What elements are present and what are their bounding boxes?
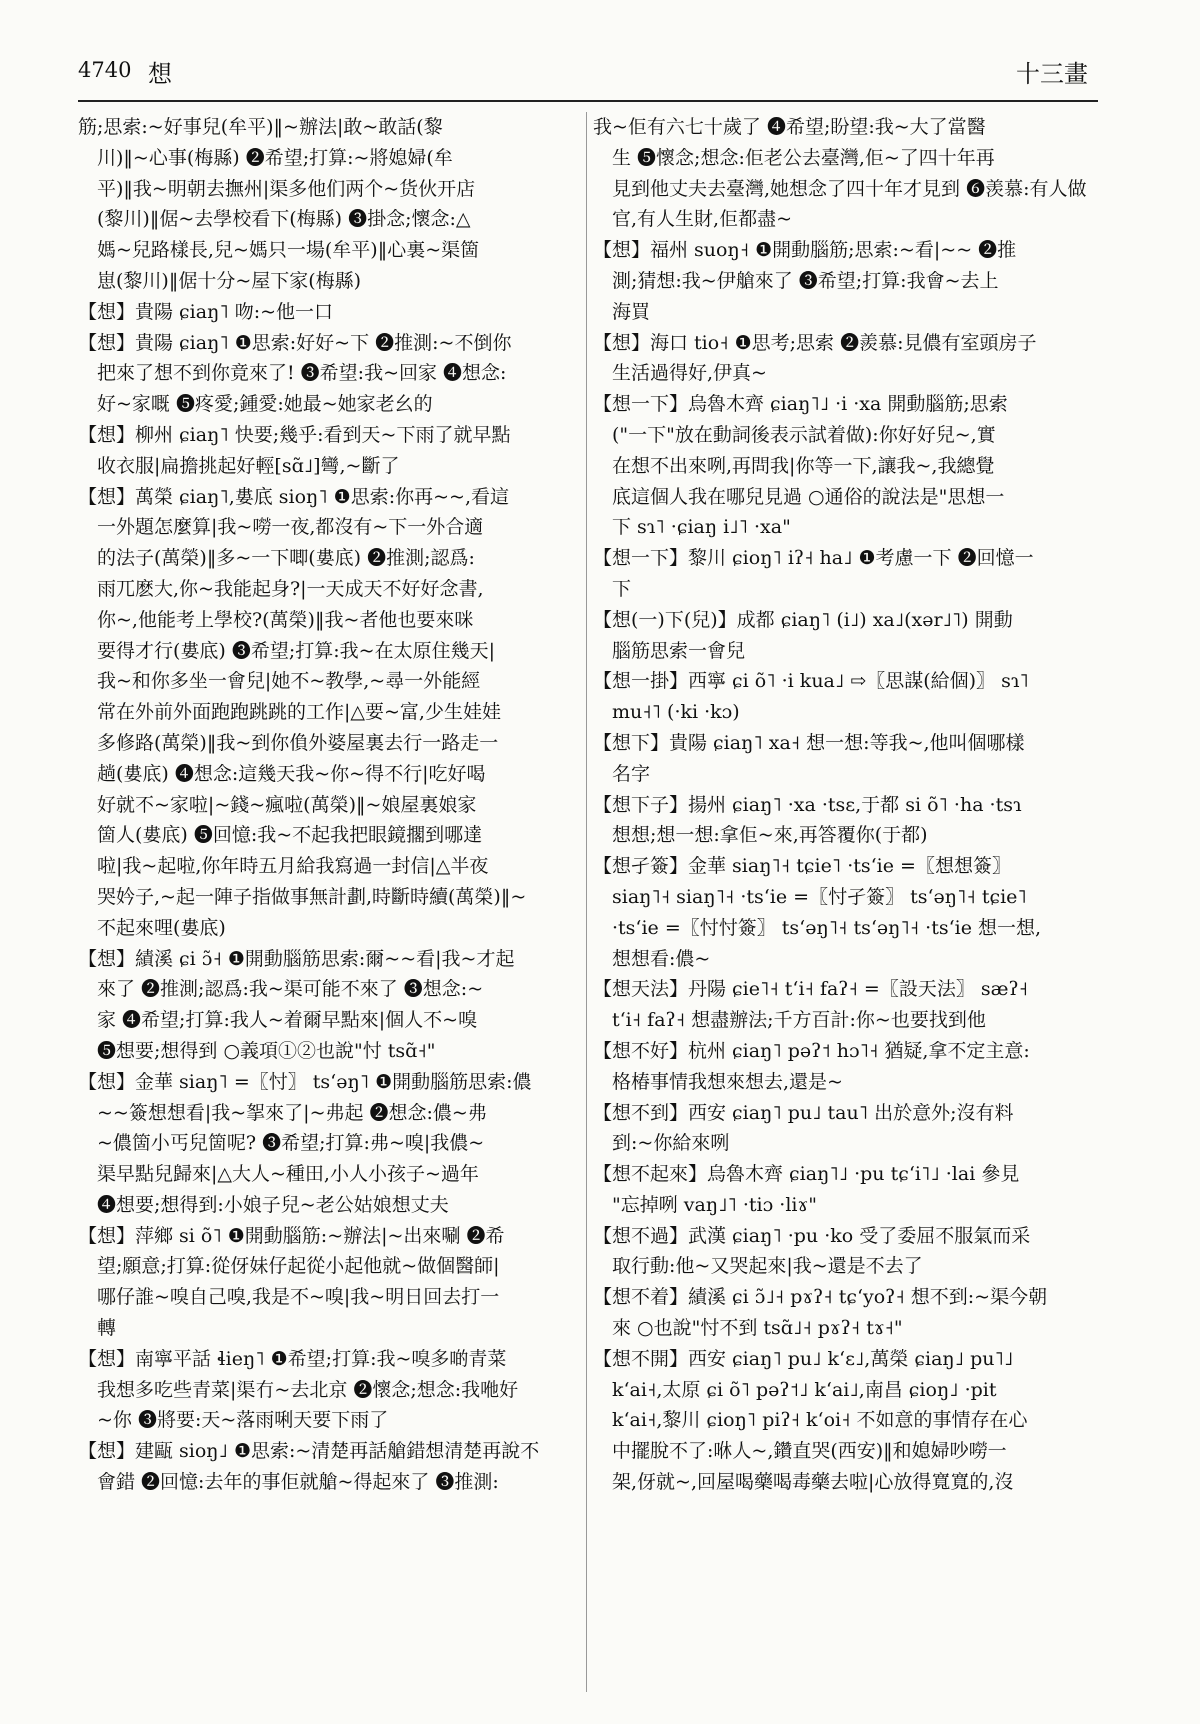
entry-line: 在想不出來咧,再問我|你等一下,讓我~,我總覺	[612, 454, 995, 477]
entry-line: 我~和你多坐一會兒|她不~教學,~尋一外能經	[97, 670, 481, 693]
entry-line: 【想】建甌 sioŋ˩ ❶思索:~清楚再話艙錯想清楚再說不	[78, 1440, 540, 1463]
dictionary-entry	[593, 389, 1098, 543]
dictionary-entry	[593, 1344, 1098, 1498]
entry-line: siaŋ˥˧ siaŋ˥˧ ·tsʻie =〖忖孑簽〗 tsʻəŋ˥˧ tɕie˥	[612, 885, 1027, 908]
entry-line: 海買	[612, 300, 651, 323]
entry-line: mu˧˥ (·ki ·kɔ)	[612, 701, 740, 724]
entry-line: 【想下】貴陽 ɕiaŋ˥ xa˧ 想一想:等我~,他叫個哪樣	[593, 731, 1025, 754]
entry-line: ~~簽想想看|我~挐來了|~弗起 ❷想念:儂~弗	[97, 1101, 487, 1124]
entry-line: 的法子(萬榮)‖多~一下唧(婁底) ❷推測;認爲:	[97, 547, 475, 570]
entry-line: 多修路(萬榮)‖我~到你偩外婆屋裏去行一路走一	[97, 731, 499, 754]
entry-line: 筋;思索:~好事兒(牟平)‖~辦法|敢~敢話(黎	[78, 116, 443, 138]
dictionary-entry	[593, 851, 1098, 974]
dictionary-entry	[593, 1221, 1098, 1283]
entry-line: 【想孑簽】金華 siaŋ˥˧ tɕie˥ ·tsʻie =〖想想簽〗	[593, 855, 1011, 878]
dictionary-entry	[78, 1221, 583, 1344]
entry-line: 箇人(婁底) ❺回憶:我~不起我把眼鏡擱到哪達	[97, 824, 483, 847]
dictionary-entry	[593, 605, 1098, 667]
entry-line: 中擺脫不了:咻人~,鑽直哭(西安)‖和媳婦吵嘮一	[612, 1440, 1007, 1463]
entry-line: 【想(一)下(兒)】成都 ɕiaŋ˥ (i˩) xa˩(xər˩˥) 開動	[593, 608, 1013, 631]
entry-line: 【想不好】杭州 ɕiaŋ˥ pəʔ˦ hɔ˥˧ 猶疑,拿不定主意:	[593, 1039, 1030, 1062]
entry-line: 來 ○也說"忖不到 tsɑ̃˩˧ pɤʔ˧ tɤ˧"	[612, 1317, 903, 1340]
entry-line: ❹想要;想得到:小娘子兒~老公姑娘想丈夫	[97, 1193, 449, 1216]
running-headword: 想	[148, 60, 172, 88]
entry-line: 下 sɿ˥ ·ɕiaŋ i˩˥ ·xa"	[612, 516, 791, 539]
dictionary-entry	[593, 328, 1098, 390]
page-header	[78, 50, 1098, 102]
entry-line: 【想不着】績溪 ɕi ɔ̃˩˧ pɤʔ˧ tɕʻyoʔ˧ 想不到:~渠今朝	[593, 1286, 1048, 1309]
entry-line: kʻai˧,黎川 ɕioŋ˥ piʔ˧ kʻoi˧ 不如意的事情存在心	[612, 1409, 1028, 1432]
entry-line: (黎川)‖倨~去學校看下(梅縣) ❸掛念;懷念:△	[97, 208, 471, 231]
entry-line: 我想多吃些青菜|渠冇~去北京 ❷懷念;想念:我咃好	[97, 1378, 519, 1401]
entry-line: 【想下子】揚州 ɕiaŋ˥ ·xa ·tsɛ,于都 si õ˥ ·ha ·tsɿ	[593, 793, 1022, 816]
dictionary-entry	[593, 112, 1098, 235]
entry-line: 【想不開】西安 ɕiaŋ˥ pu˩ kʻɛ˩,萬榮 ɕiaŋ˩ pu˥˩	[593, 1347, 1014, 1370]
entry-line: 你~,他能考上學校?(萬榮)‖我~者他也要來咪	[97, 608, 474, 631]
entry-line: 【想天法】丹陽 ɕie˥˧ tʻi˧ faʔ˧ =〖設天法〗 sæʔ˧	[593, 978, 1029, 1001]
entry-line: 【想】南寧平話 ɬieŋ˥ ❶希望;打算:我~嗅多啲青菜	[78, 1347, 507, 1370]
entry-line: tʻi˧ faʔ˧ 想盡辦法;千方百計:你~也要找到他	[612, 1009, 986, 1032]
entry-line: 哪仔誰~嗅自己嗅,我是不~嗅|我~明日回去打一	[97, 1286, 500, 1309]
dictionary-entry	[593, 1098, 1098, 1160]
entry-line: "忘掉咧 vaŋ˩˥ ·tiɔ ·liɤ"	[612, 1193, 817, 1216]
dictionary-entry	[78, 420, 583, 482]
entry-line: 下	[612, 577, 632, 600]
entry-line: ❺想要;想得到 ○義項①②也說"忖 tsɑ̃˧"	[97, 1039, 436, 1062]
entry-line: 【想不起來】烏魯木齊 ɕiaŋ˥˩ ·pu tɕʻi˥˩ ·lai 參見	[593, 1163, 1020, 1186]
dictionary-entry	[78, 297, 583, 328]
entry-line: 到:~你給來咧	[612, 1132, 730, 1155]
entry-line: 不起來哩(婁底)	[97, 916, 226, 939]
entry-line: 啦|我~起啦,你年時五月給我寫過一封信|△半夜	[97, 855, 489, 878]
dictionary-entry	[78, 944, 583, 1067]
left-column	[78, 112, 583, 1702]
dictionary-entry	[78, 482, 583, 944]
entry-line: 名字	[612, 762, 651, 785]
entry-line: 平)‖我~明朝去撫州|渠多他们两个~货伙开店	[97, 177, 476, 200]
entry-line: 架,伢就~,回屋喝藥喝毒藥去啦|心放得寬寬的,沒	[612, 1471, 1014, 1494]
section-label: 十三畫	[1016, 60, 1088, 88]
entry-line: 【想】金華 siaŋ˥ =〖忖〗 tsʻəŋ˥ ❶開動腦筋思索:儂	[78, 1070, 532, 1093]
entry-line: 【想】貴陽 ɕiaŋ˥ ❶思索:好好~下 ❷推測:~不倒你	[78, 331, 512, 354]
entry-line: 常在外前外面跑跑跳跳的工作|△要~富,少生娃娃	[97, 701, 501, 724]
entry-line: 【想一下】黎川 ɕioŋ˥ iʔ˧ ha˩ ❶考慮一下 ❷回憶一	[593, 547, 1034, 570]
entry-line: 格椿事情我想來想去,還是~	[612, 1070, 843, 1093]
entry-line: ~你 ❸將要:天~落雨唎天要下雨了	[97, 1409, 389, 1432]
entry-line: 媽~兒路樣長,兒~媽只一場(牟平)‖心裏~渠箇	[97, 239, 480, 262]
dictionary-entry	[593, 728, 1098, 790]
entry-line: 【想】福州 suoŋ˧ ❶開動腦筋;思索:~看|~~ ❷推	[593, 239, 1017, 262]
dictionary-entry	[593, 790, 1098, 852]
entry-line: ~儂箇小丐兒箇呢? ❸希望;打算:弗~嗅|我儂~	[97, 1132, 485, 1155]
entry-line: 官,有人生財,佢都盡~	[612, 208, 792, 231]
entry-line: 想想看:儂~	[612, 947, 711, 970]
dictionary-entry	[593, 543, 1098, 605]
entry-line: 【想一下】烏魯木齊 ɕiaŋ˥˩ ·i ·xa 開動腦筋;思索	[593, 393, 1008, 416]
entry-line: 好~家嘅 ❺疼愛;鍾愛:她最~她家老幺的	[97, 393, 433, 416]
entry-line: 家 ❹希望;打算:我人~着爾早點來|個人不~嗅	[97, 1009, 478, 1032]
entry-line: 【想】萍鄉 si õ˥ ❶開動腦筋:~辦法|~出來唰 ❷希	[78, 1224, 505, 1247]
entry-line: 【想不到】西安 ɕiaŋ˥ pu˩ tau˥ 出於意外;沒有料	[593, 1101, 1014, 1124]
entry-line: 【想】貴陽 ɕiaŋ˥ 吻:~他一口	[78, 300, 334, 323]
entry-line: 【想】萬榮 ɕiaŋ˥,婁底 sioŋ˥ ❶思索:你再~~,看這	[78, 485, 509, 508]
column-divider	[586, 112, 587, 1692]
entry-line: 【想不過】武漢 ɕiaŋ˥ ·pu ·ko 受了委屈不服氣而采	[593, 1224, 1031, 1247]
entry-line: 會錯 ❷回憶:去年的事佢就艙~得起來了 ❸推測:	[97, 1471, 499, 1494]
dictionary-entry	[593, 235, 1098, 327]
entry-line: 取行動:他~又哭起來|我~還是不去了	[612, 1255, 923, 1278]
entry-line: 好就不~家啦|~錢~瘋啦(萬榮)‖~娘屋裏娘家	[97, 793, 477, 816]
entry-line: 一外題怎麼算|我~嘮一夜,都沒有~下一外合適	[97, 516, 484, 539]
entry-line: 哭妗子,~起一陣子指做事無計劃,時斷時續(萬榮)‖~	[97, 885, 527, 908]
entry-line: 見到他丈夫去臺灣,她想念了四十年才見到 ❻羡慕:有人做	[612, 177, 1087, 200]
dictionary-entry	[78, 1067, 583, 1221]
entry-line: 轉	[97, 1317, 117, 1340]
entry-line: 崽(黎川)‖倨十分~屋下家(梅縣)	[97, 269, 362, 292]
entry-line: 生 ❺懷念;想念:佢老公去臺灣,佢~了四十年再	[612, 146, 995, 169]
entry-line: kʻai˧,太原 ɕi õ˥ pəʔ˦˩ kʻai˩,南昌 ɕioŋ˩ ·pit	[612, 1378, 997, 1401]
entry-line: ·tsʻie =〖忖忖簽〗 tsʻəŋ˥˧ tsʻəŋ˥˧ ·tsʻie 想一想,	[612, 916, 1042, 939]
entry-line: 【想】海口 tio˧ ❶思考;思索 ❷羨慕:見儂有室頭房子	[593, 331, 1037, 354]
entry-line: 趟(婁底) ❹想念:這幾天我~你~得不行|吃好喝	[97, 762, 486, 785]
entry-line: 想想;想一想:拿佢~來,再答覆你(于都)	[612, 824, 928, 847]
entry-line: 雨兀麽大,你~我能起身?|一天成天不好好念書,	[97, 577, 484, 600]
entry-line: 渠早點兒歸來|△大人~種田,小人小孩子~過年	[97, 1163, 479, 1186]
right-column	[593, 112, 1098, 1702]
entry-line: 我~佢有六七十歲了 ❹希望;盼望:我~大了當醫	[593, 116, 986, 138]
entry-line: 腦筋思索一會兒	[612, 639, 746, 662]
page-number: 4740	[78, 58, 132, 82]
entry-line: ("一下"放在動詞後表示試着做):你好好兒~,實	[612, 423, 996, 446]
entry-line: 測;猜想:我~伊艙來了 ❸希望;打算:我會~去上	[612, 269, 999, 292]
dictionary-entry	[78, 1436, 583, 1498]
dictionary-entry	[593, 1159, 1098, 1221]
entry-line: 【想一掛】西寧 ɕi õ˥ ·i kua˩ ⇨〖思謀(給個)〗 sɿ˥	[593, 670, 1029, 693]
entry-line: 望;願意;打算:從伢妹仔起從小起他就~做個醫師|	[97, 1255, 500, 1278]
dictionary-entry	[78, 112, 583, 297]
entry-line: 要得才行(婁底) ❸希望;打算:我~在太原住幾天|	[97, 639, 495, 662]
dictionary-entry	[78, 1344, 583, 1436]
entry-line: 【想】績溪 ɕi ɔ̃˧ ❶開動腦筋思索:爾~~看|我~才起	[78, 947, 515, 970]
dictionary-entry	[593, 974, 1098, 1036]
entry-line: 生活過得好,伊真~	[612, 362, 767, 385]
entry-line: 把來了想不到你竟來了! ❸希望:我~回家 ❹想念:	[97, 362, 507, 385]
entry-line: 川)‖~心事(梅縣) ❷希望;打算:~將媳婦(牟	[97, 146, 453, 169]
entry-line: 【想】柳州 ɕiaŋ˥ 快要;幾乎:看到天~下雨了就早點	[78, 423, 511, 446]
dictionary-entry	[593, 666, 1098, 728]
dictionary-entry	[593, 1036, 1098, 1098]
dictionary-entry	[78, 328, 583, 420]
entry-line: 收衣服|扁擔挑起好輕[sɑ̃˩]彎,~斷了	[97, 454, 400, 477]
entry-line: 來了 ❷推測;認爲:我~渠可能不來了 ❸想念:~	[97, 978, 484, 1001]
entry-line: 底這個人我在哪兒見過 ○通俗的說法是"思想一	[612, 485, 1005, 508]
dictionary-entry	[593, 1282, 1098, 1344]
